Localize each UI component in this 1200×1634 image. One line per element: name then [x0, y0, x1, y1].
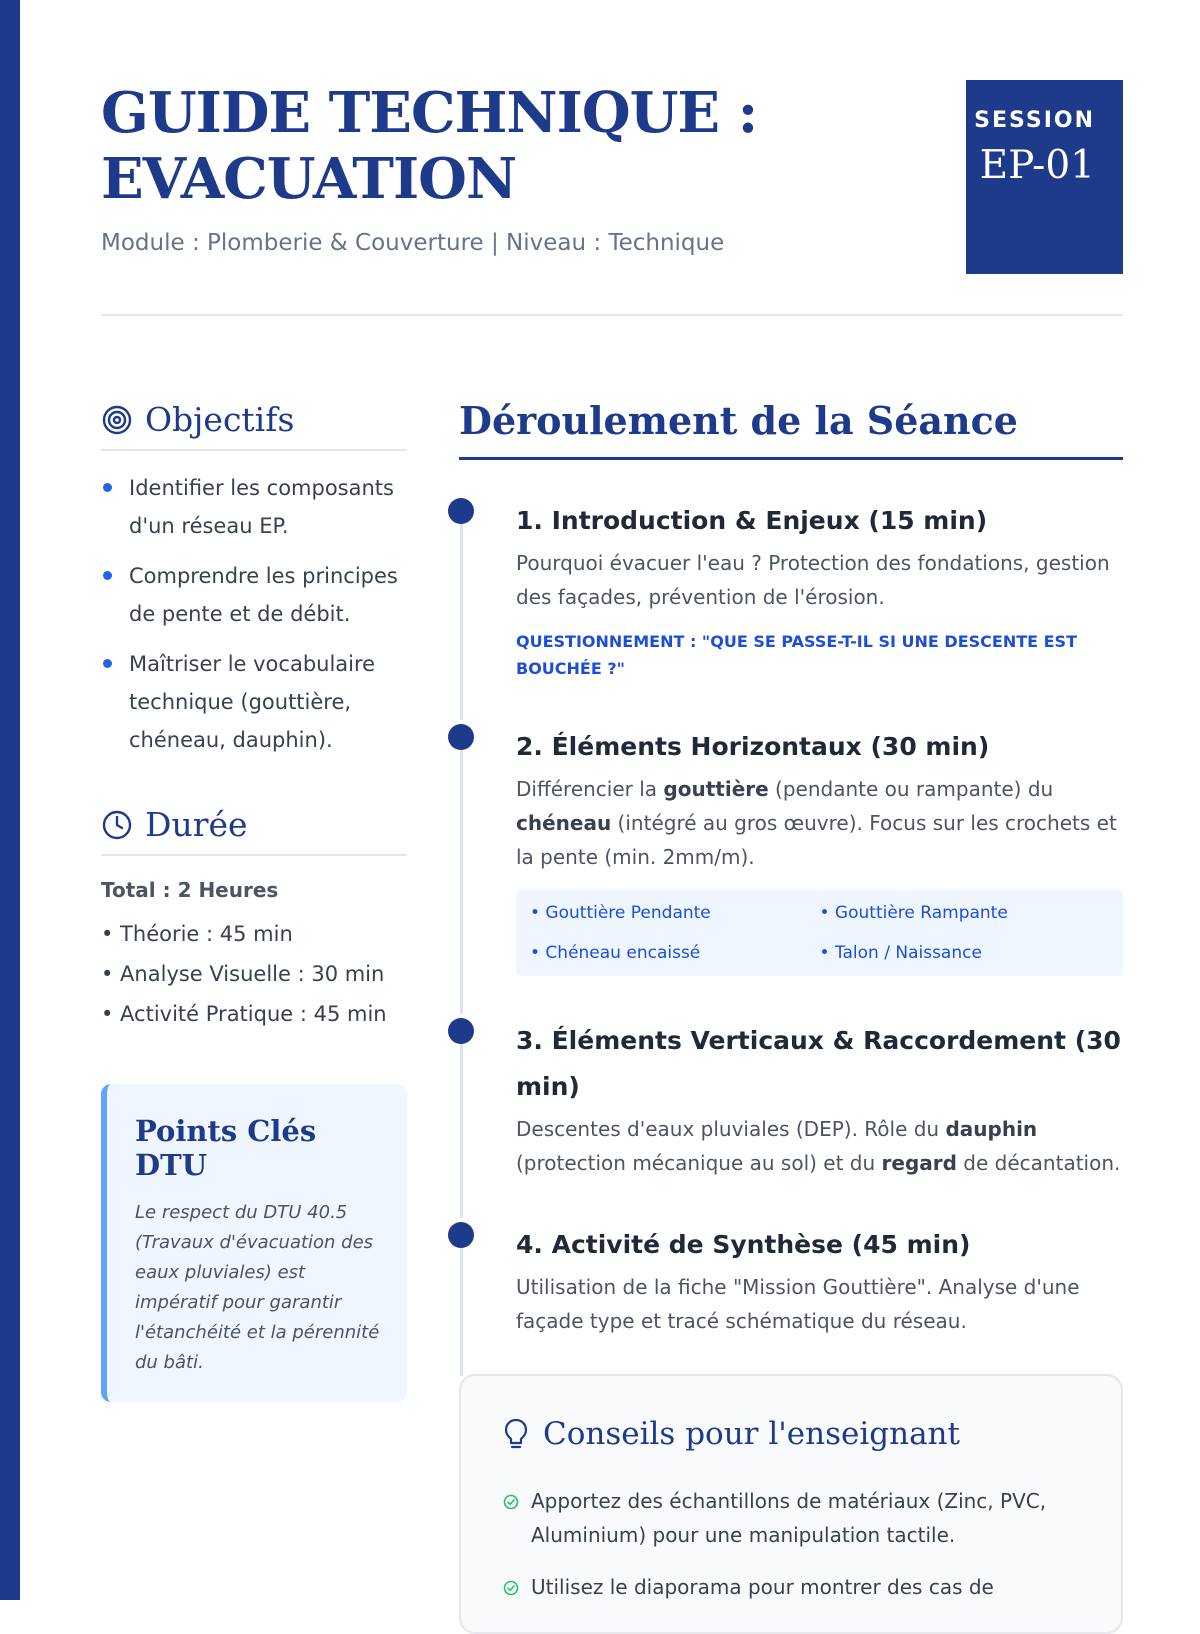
- text-fragment: (intégré au gros œuvre). Focus sur les crochets et la pente (min. 2mm/m).: [516, 811, 1117, 869]
- bullet-icon: [103, 571, 112, 580]
- step-title: 2. Éléments Horizontaux (30 min): [516, 732, 990, 761]
- sidebar: [101, 400, 407, 1402]
- bullet-icon: [103, 483, 112, 492]
- term-regard: regard: [881, 1151, 957, 1175]
- timeline-step: [459, 1222, 1123, 1376]
- dtu-text: Le respect du DTU 40.5 (Travaux d'évacuation des eaux pluviales) est impératif pour garantir l'étanchéité et la pérennité du bâti.: [135, 1202, 380, 1373]
- duration-heading: [101, 805, 407, 856]
- tip-text: Apportez des échantillons de matériaux (Zinc, PVC, Aluminium) pour une manipulation tactile.: [531, 1489, 1047, 1547]
- step-title: 3. Éléments Verticaux & Raccordement (30 min): [516, 1026, 1121, 1101]
- list-item: [503, 1484, 1081, 1552]
- element-tags: [516, 890, 1123, 976]
- element-tag: • Gouttière Rampante: [819, 903, 1008, 923]
- page-subtitle: Module : Plomberie & Couverture | Niveau : Technique: [101, 230, 725, 256]
- list-item: [101, 469, 407, 545]
- session-flow: [459, 398, 1123, 1376]
- list-item: • Théorie : 45 min: [101, 922, 293, 946]
- objectives-heading: [101, 400, 407, 451]
- target-icon: [101, 404, 133, 436]
- text-fragment: (pendante ou rampante) du: [768, 777, 1054, 801]
- term-cheneau: chéneau: [516, 811, 612, 835]
- timeline-dot: [448, 1018, 474, 1044]
- page-title: GUIDE TECHNIQUE : EVACUATION: [101, 80, 758, 212]
- session-badge: [966, 80, 1123, 274]
- teacher-tips: [459, 1374, 1123, 1634]
- element-tag: • Talon / Naissance: [819, 943, 982, 963]
- list-item: [101, 557, 407, 633]
- objectives-heading-label: Objectifs: [145, 400, 295, 439]
- tips-heading-label: Conseils pour l'enseignant: [543, 1416, 960, 1452]
- text-fragment: Différencier la: [516, 777, 664, 801]
- term-dauphin: dauphin: [945, 1117, 1038, 1141]
- objective-text: Maîtriser le vocabulaire technique (gouttière, chéneau, dauphin).: [129, 652, 376, 752]
- timeline-line: [460, 1242, 463, 1376]
- duration-heading-label: Durée: [145, 805, 248, 844]
- text-fragment: Descentes d'eaux pluviales (DEP). Rôle du: [516, 1117, 946, 1141]
- duration-section: [101, 805, 407, 1034]
- element-tag: • Gouttière Pendante: [530, 903, 711, 923]
- header-divider: [101, 314, 1123, 316]
- timeline-line: [460, 1038, 463, 1218]
- timeline-step: [459, 1018, 1123, 1218]
- session-label: SESSION: [974, 108, 1095, 133]
- tip-text: Utilisez le diaporama pour montrer des cas de: [531, 1575, 994, 1599]
- objective-text: Comprendre les principes de pente et de débit.: [129, 564, 398, 626]
- timeline-dot: [448, 724, 474, 750]
- tips-list: [503, 1484, 1081, 1604]
- timeline: [459, 498, 1123, 1376]
- duration-total: Total : 2 Heures: [101, 878, 279, 902]
- lightbulb-icon: [503, 1417, 529, 1451]
- list-item: • Analyse Visuelle : 30 min: [101, 962, 385, 986]
- clock-icon: [101, 809, 133, 841]
- step-title: 4. Activité de Synthèse (45 min): [516, 1230, 971, 1259]
- timeline-line: [460, 744, 463, 1014]
- term-gouttiere: gouttière: [663, 777, 769, 801]
- step-text: Pourquoi évacuer l'eau ? Protection des fondations, gestion des façades, prévention de l'érosion.: [516, 551, 1110, 609]
- check-circle-icon: [503, 1494, 519, 1510]
- session-code: EP-01: [979, 143, 1095, 188]
- tips-heading: [503, 1416, 1081, 1452]
- list-item: [503, 1570, 1081, 1604]
- section-title: Déroulement de la Séance: [459, 398, 1123, 460]
- objectives-section: [101, 400, 407, 759]
- check-circle-icon: [503, 1580, 519, 1596]
- timeline-dot: [448, 498, 474, 524]
- dtu-title: Points Clés DTU: [135, 1114, 317, 1182]
- page-header: [101, 80, 1123, 256]
- left-accent-bar: [0, 0, 20, 1600]
- step-text: [516, 772, 1123, 874]
- bullet-icon: [103, 659, 112, 668]
- step-title: 1. Introduction & Enjeux (15 min): [516, 506, 988, 535]
- objective-text: Identifier les composants d'un réseau EP.: [129, 476, 394, 538]
- objectives-list: [101, 469, 407, 759]
- text-fragment: de décantation.: [956, 1151, 1121, 1175]
- duration-list: [101, 914, 407, 1034]
- step-question: QUESTIONNEMENT : "QUE SE PASSE-T-IL SI UNE DESCENTE EST BOUCHÉE ?": [516, 632, 1077, 678]
- list-item: • Activité Pratique : 45 min: [101, 1002, 387, 1026]
- list-item: [101, 645, 407, 759]
- text-fragment: (protection mécanique au sol) et du: [516, 1151, 882, 1175]
- timeline-step: [459, 498, 1123, 720]
- timeline-dot: [448, 1222, 474, 1248]
- element-tag: • Chéneau encaissé: [530, 943, 701, 963]
- timeline-line: [460, 518, 463, 720]
- dtu-callout: [101, 1084, 407, 1402]
- step-text: Utilisation de la fiche "Mission Gouttière". Analyse d'une façade type et tracé schématique du réseau.: [516, 1275, 1080, 1333]
- timeline-step: [459, 724, 1123, 1014]
- step-text: [516, 1112, 1123, 1180]
